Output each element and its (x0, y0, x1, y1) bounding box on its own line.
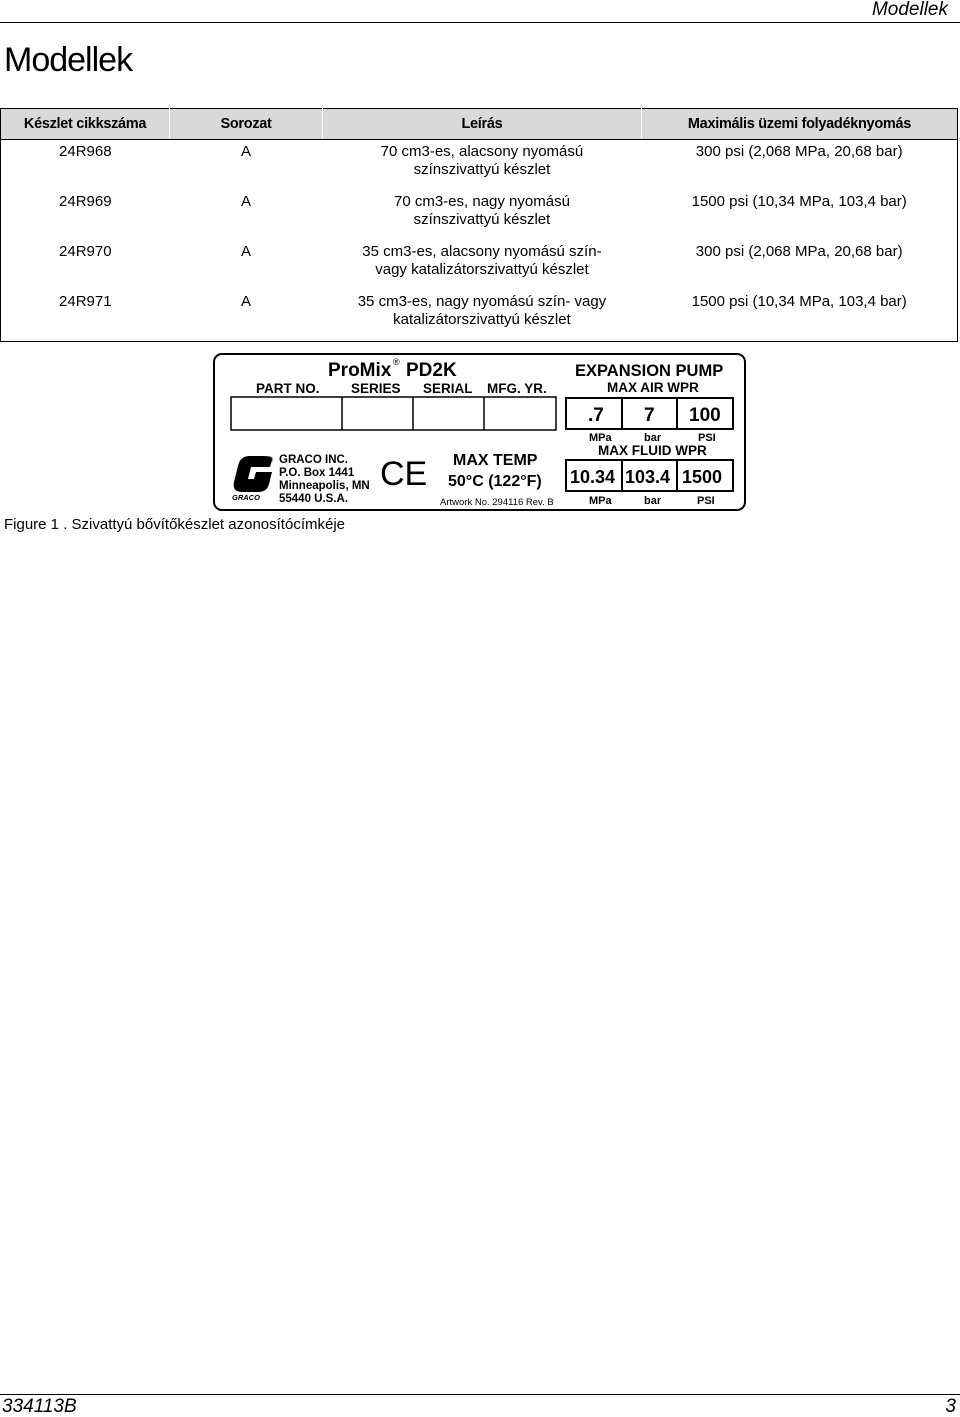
column-header-part-number: Készlet cikkszáma (1, 109, 170, 140)
mfg-yr-label: MFG. YR. (487, 381, 547, 396)
logo-registered-mark: ® (268, 457, 274, 464)
fluid-unit-psi: PSI (697, 495, 715, 507)
part-number-cell: 24R971 (1, 290, 170, 342)
table-row (1, 240, 958, 290)
description-line-2: színszivattyú készlet (413, 211, 551, 228)
pressure-cell: 300 psi (2,068 MPa, 20,68 bar) (641, 140, 957, 191)
figure-caption: Figure 1 . Szivattyú bővítőkészlet azonosítócímkéje (4, 516, 345, 533)
description-line-1: 35 cm3-es, alacsony nyomású szín- (362, 243, 602, 260)
description-cell (322, 140, 641, 191)
max-temp-value: 50°C (122°F) (448, 473, 542, 490)
pressure-cell: 300 psi (2,068 MPa, 20,68 bar) (641, 240, 957, 290)
column-header-max-pressure: Maximális üzemi folyadéknyomás (641, 109, 957, 140)
fluid-unit-mpa: MPa (589, 495, 612, 507)
page-title: Modellek (4, 41, 133, 79)
air-unit-mpa: MPa (589, 432, 612, 444)
fluid-unit-bar: bar (644, 495, 662, 507)
product-model: PD2K (406, 360, 457, 381)
fluid-value-bar: 103.4 (625, 467, 671, 487)
fluid-value-psi: 1500 (682, 467, 723, 487)
header-rule (0, 22, 960, 23)
pressure-cell: 1500 psi (10,34 MPa, 103,4 bar) (641, 190, 957, 240)
footer-rule (0, 1394, 960, 1395)
serial-label: SERIAL (423, 381, 473, 396)
part-number-cell: 24R970 (1, 240, 170, 290)
air-value-mpa: .7 (588, 405, 604, 426)
running-header: Modellek (871, 0, 948, 20)
models-table (0, 108, 958, 342)
series-cell: A (241, 143, 252, 160)
max-fluid-wpr-label: MAX FLUID WPR (598, 443, 707, 458)
column-header-series: Sorozat (170, 109, 323, 140)
description-line-1: 70 cm3-es, nagy nyomású (393, 193, 570, 210)
part-number-cell: 24R969 (1, 190, 170, 240)
description-line-2: katalizátorszivattyú készlet (393, 311, 571, 328)
series-label: SERIES (351, 381, 401, 396)
table-row (1, 190, 958, 240)
air-unit-bar: bar (644, 432, 662, 444)
graco-logo-text: GRACO (232, 493, 260, 502)
product-name: ProMix (328, 360, 392, 381)
company-po-box: P.O. Box 1441 (279, 467, 355, 479)
document-number: 334113B (2, 1396, 77, 1417)
table-row (1, 290, 958, 342)
pressure-cell: 1500 psi (10,34 MPa, 103,4 bar) (641, 290, 957, 342)
company-name: GRACO INC. (279, 454, 348, 466)
max-air-wpr-label: MAX AIR WPR (607, 380, 699, 395)
column-header-description: Leírás (322, 109, 641, 140)
fluid-value-mpa: 10.34 (570, 467, 616, 487)
air-unit-psi: PSI (698, 432, 716, 444)
part-no-label: PART NO. (256, 381, 320, 396)
table-header-row (1, 109, 958, 140)
registered-mark: ® (393, 357, 400, 367)
part-number-cell: 24R968 (1, 140, 170, 191)
description-line-2: színszivattyú készlet (413, 161, 551, 178)
description-line-1: 35 cm3-es, nagy nyomású szín- vagy (357, 293, 607, 310)
company-zip: 55440 U.S.A. (279, 493, 349, 505)
air-value-psi: 100 (689, 405, 721, 426)
description-line-1: 70 cm3-es, alacsony nyomású (380, 143, 584, 160)
page-number: 3 (945, 1396, 956, 1417)
series-cell: A (241, 193, 252, 210)
description-cell (322, 290, 641, 342)
series-cell: A (170, 290, 323, 342)
pump-identification-label (212, 352, 748, 514)
company-city: Minneapolis, MN (279, 480, 370, 492)
table-row (1, 140, 958, 191)
description-line-2: vagy katalizátorszivattyú készlet (375, 261, 589, 278)
ce-mark: CE (380, 455, 428, 493)
description-cell (322, 190, 641, 240)
series-cell: A (241, 243, 252, 260)
air-value-bar: 7 (644, 405, 655, 426)
max-temp-label: MAX TEMP (453, 452, 538, 469)
description-cell (322, 240, 641, 290)
artwork-number: Artwork No. 294116 Rev. B (440, 497, 554, 508)
pump-type-title: EXPANSION PUMP (575, 362, 724, 380)
